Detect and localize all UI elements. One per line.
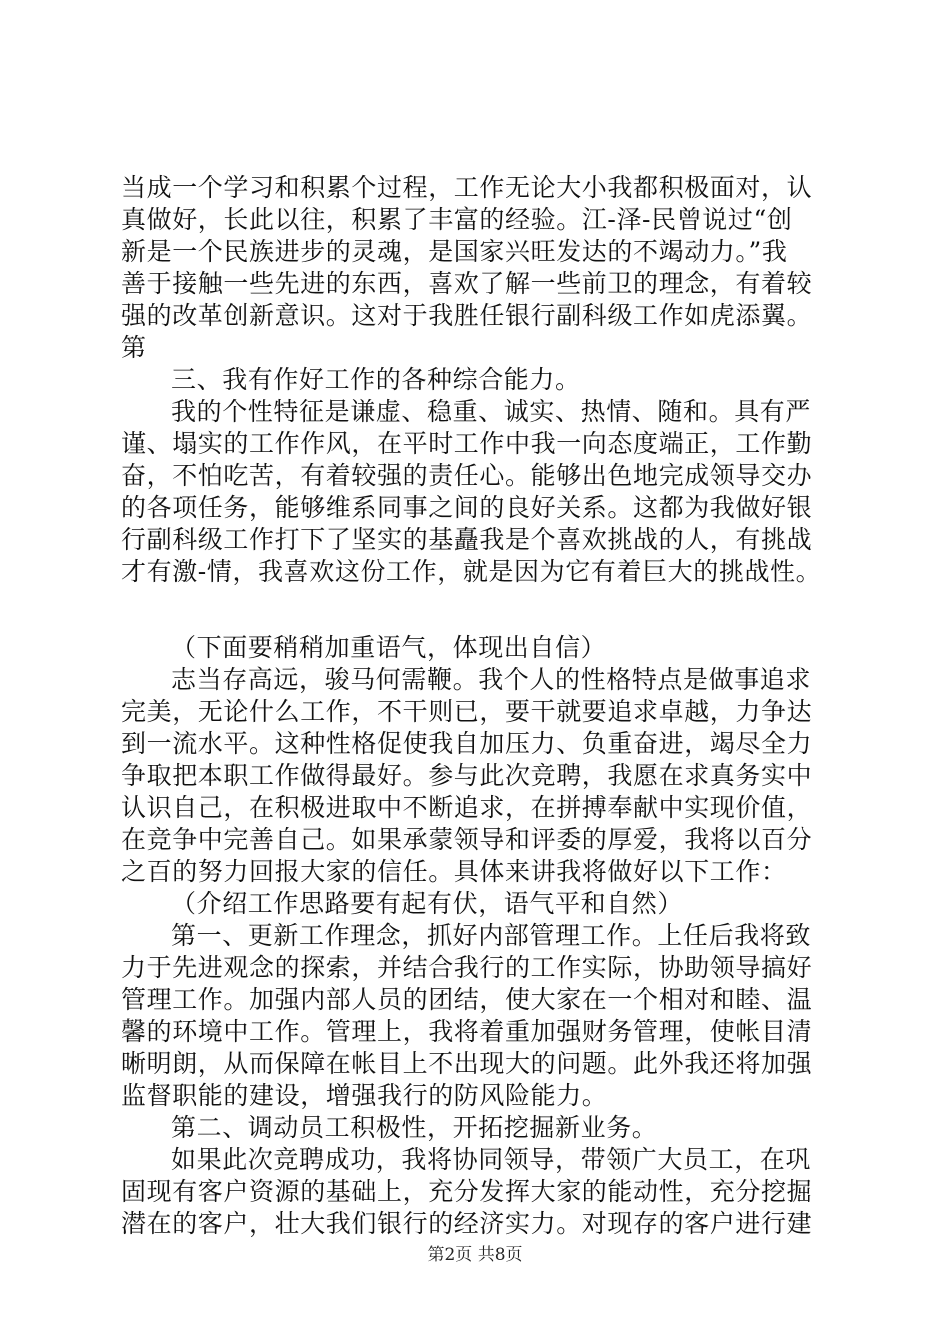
body-line: 固现有客户资源的基础上，充分发挥大家的能动性，充分挖掘 [121, 1177, 813, 1206]
body-line: 馨的环境中工作。管理上，我将着重加强财务管理，使帐目清 [121, 1017, 813, 1046]
body-line: 新是一个民族进步的灵魂，是国家兴旺发达的不竭动力。”我 [121, 237, 788, 266]
body-line: 到一流水平。这种性格促使我自加压力、负重奋进，竭尽全力 [121, 729, 813, 758]
body-line: 潜在的客户，壮大我们银行的经济实力。对现存的客户进行建 [121, 1209, 813, 1238]
body-line: 管理工作。加强内部人员的团结，使大家在一个相对和睦、温 [121, 985, 813, 1014]
body-line: 完美，无论什么工作，不干则已，要干就要追求卓越，力争达 [121, 697, 813, 726]
body-line: 第 [121, 333, 147, 362]
paragraph-start-line: 志当存高远，骏马何需鞭。我个人的性格特点是做事追求 [171, 665, 812, 694]
paragraph-spacer [121, 588, 833, 632]
section-heading: 第二、调动员工积极性，开拓挖掘新业务。 [171, 1113, 658, 1142]
body-line: 监督职能的建设，增强我行的防风险能力。 [121, 1081, 608, 1110]
page-number-footer: 第2页 共8页 [427, 1245, 523, 1265]
body-line: 当成一个学习和积累个过程，工作无论大小我都积极面对，认 [121, 173, 813, 202]
paragraph-start-line: 第一、更新工作理念，抓好内部管理工作。上任后我将致 [171, 921, 812, 950]
body-line: 在竞争中完善自己。如果承蒙领导和评委的厚爱，我将以百分 [121, 825, 813, 854]
section-heading: 三、我有作好工作的各种综合能力。 [171, 365, 581, 394]
body-line: 行副科级工作打下了坚实的基矗我是个喜欢挑战的人，有挑战 [121, 525, 813, 554]
speech-note: （介绍工作思路要有起有伏，语气平和自然） [171, 889, 684, 918]
document-body [121, 172, 833, 1240]
body-line: 善于接触一些先进的东西，喜欢了解一些前卫的理念，有着较 [121, 269, 813, 298]
body-line: 谨、塌实的工作作风，在平时工作中我一向态度端正，工作勤 [121, 429, 813, 458]
body-line: 晰明朗，从而保障在帐目上不出现大的问题。此外我还将加强 [121, 1049, 813, 1078]
body-line: 才有激-情，我喜欢这份工作，就是因为它有着巨大的挑战性。 [121, 557, 822, 586]
body-line: 认识自己，在积极进取中不断追求，在拼搏奉献中实现价值， [121, 793, 813, 822]
body-line: 力于先进观念的探索，并结合我行的工作实际，协助领导搞好 [121, 953, 813, 982]
body-line: 奋，不怕吃苦，有着较强的责任心。能够出色地完成领导交办 [121, 461, 813, 490]
paragraph-start-line: 我的个性特征是谦虚、稳重、诚实、热情、随和。具有严 [171, 397, 812, 426]
speech-note: （下面要稍稍加重语气，体现出自信） [171, 633, 607, 662]
body-line: 的各项任务，能够维系同事之间的良好关系。这都为我做好银 [121, 493, 813, 522]
paragraph-start-line: 如果此次竞聘成功，我将协同领导，带领广大员工，在巩 [171, 1145, 812, 1174]
body-line: 之百的努力回报大家的信任。具体来讲我将做好以下工作： [121, 857, 787, 886]
body-line: 真做好，长此以往，积累了丰富的经验。江-泽-民曾说过“创 [121, 205, 793, 234]
body-line: 争取把本职工作做得最好。参与此次竞聘，我愿在求真务实中 [121, 761, 813, 790]
body-line: 强的改革创新意识。这对于我胜任银行副科级工作如虎添翼。 [121, 301, 813, 330]
